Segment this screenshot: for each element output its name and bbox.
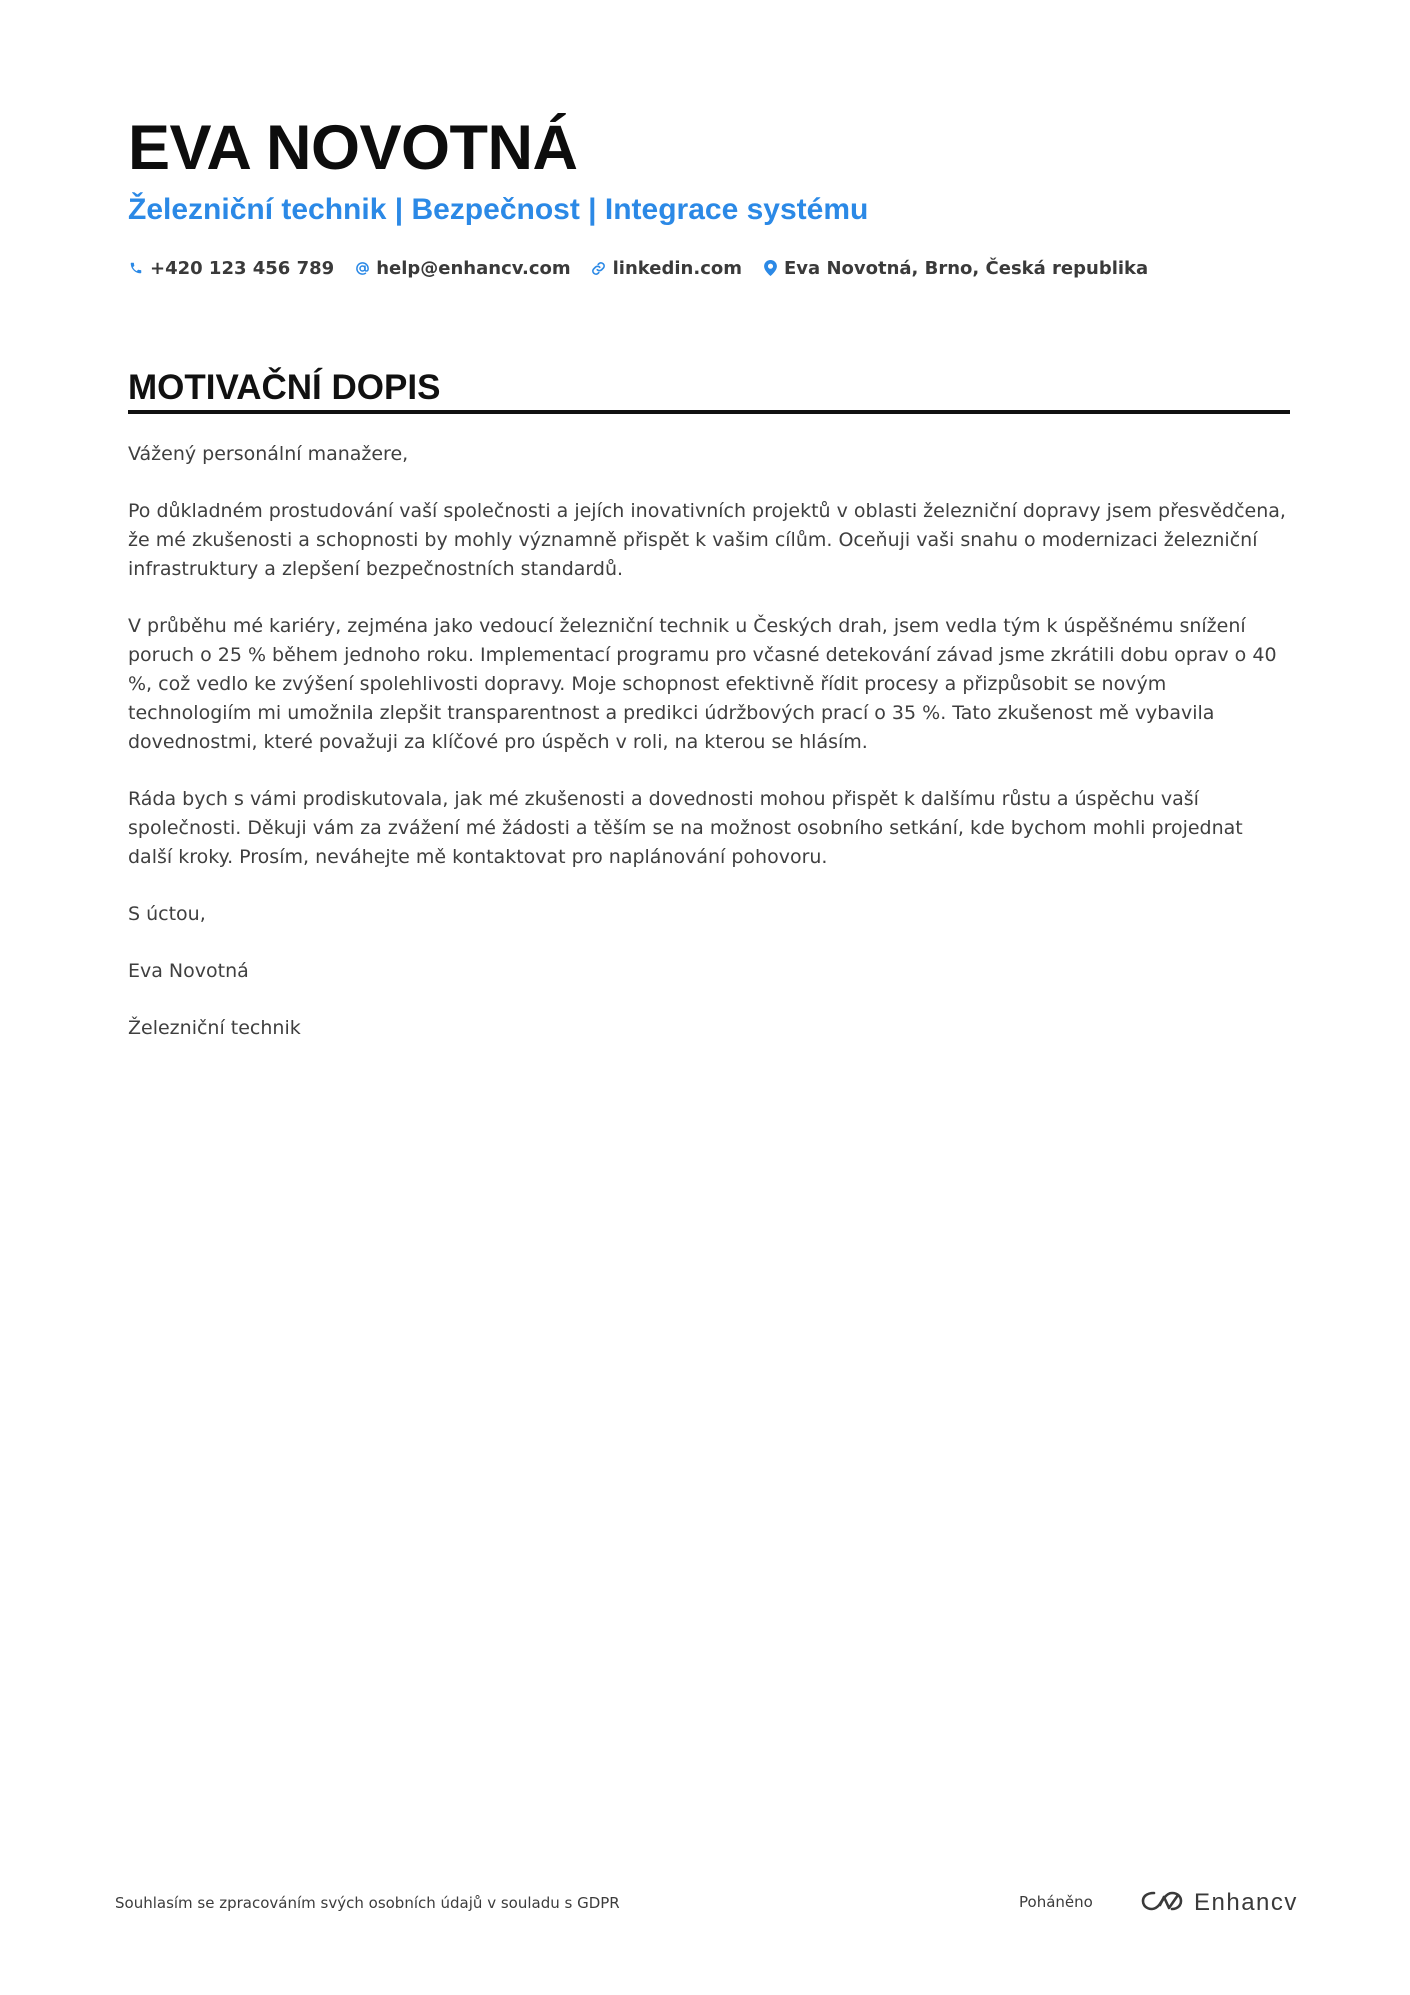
contact-email	[354, 258, 570, 279]
contact-phone	[128, 258, 334, 279]
enhancv-logo-text: Enhancv	[1194, 1889, 1298, 1916]
letter-closing: S úctou,	[128, 903, 206, 925]
signature-title: Železniční technik	[128, 1017, 301, 1039]
letter-body	[128, 440, 1290, 1071]
phone-icon	[128, 259, 144, 277]
contact-linkedin	[591, 258, 742, 279]
linkedin-url: linkedin.com	[612, 257, 742, 279]
letter-greeting: Vážený personální manažere,	[128, 443, 409, 465]
section-title: MOTIVAČNÍ DOPIS	[128, 368, 441, 407]
at-icon	[354, 259, 370, 277]
phone-number: +420 123 456 789	[150, 257, 335, 279]
link-icon	[591, 259, 607, 277]
contact-bar	[128, 254, 1168, 282]
signature-name: Eva Novotná	[128, 960, 249, 982]
email-address: help@enhancv.com	[376, 257, 571, 279]
letter-paragraph: Ráda bych s vámi prodiskutovala, jak mé zkušenosti a dovednosti mohou přispět k dalšímu růstu a úspěchu vaší společnosti. Děkuji vám za zvážení mé žádosti a těším se na možnost osobního setkání, kde bychom mohli projednat další kroky. Prosím, neváhejte mě kontaktovat pro naplánování pohovoru.	[128, 788, 1243, 868]
powered-by-label: Poháněno	[1019, 1893, 1093, 1911]
enhancv-logo[interactable]	[1140, 1888, 1298, 1918]
applicant-name: EVA NOVOTNÁ	[128, 113, 578, 183]
location-icon	[762, 259, 778, 277]
location-text: Eva Novotná, Brno, Česká republika	[784, 257, 1149, 279]
applicant-headline: Železniční technik | Bezpečnost | Integrace systému	[128, 193, 869, 226]
gdpr-consent: Souhlasím se zpracováním svých osobních údajů v souladu s GDPR	[115, 1894, 620, 1912]
contact-location	[762, 258, 1148, 279]
section-divider	[128, 410, 1290, 414]
letter-paragraph: V průběhu mé kariéry, zejména jako vedoucí železniční technik u Českých drah, jsem vedla tým k úspěšnému snížení poruch o 25 % během jednoho roku. Implementací programu pro včasné detekování závad jsme zkrátili dobu oprav o 40 %, což vedlo ke zvýšení spolehlivosti dopravy. Moje schopnost efektivně řídit procesy a přizpůsobit se novým technologiím mi umožnila zlepšit transparentnost a predikci údržbových prací o 35 %. Tato zkušenost mě vybavila dovednostmi, které považuji za klíčové pro úspěch v roli, na kterou se hlásím.	[128, 615, 1277, 753]
enhancv-logo-icon	[1140, 1889, 1184, 1917]
letter-paragraph: Po důkladném prostudování vaší společnosti a jejích inovativních projektů v oblasti železniční dopravy jsem přesvědčena, že mé zkušenosti a schopnosti by mohly významně přispět k vašim cílům. Oceňuji vaši snahu o modernizaci železniční infrastruktury a zlepšení bezpečnostních standardů.	[128, 500, 1286, 580]
